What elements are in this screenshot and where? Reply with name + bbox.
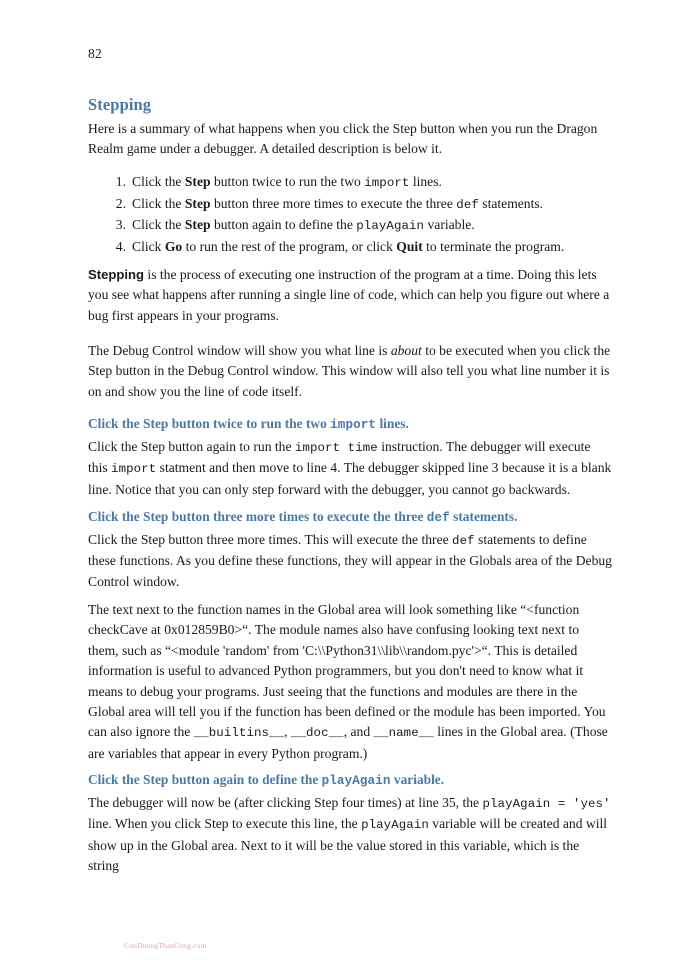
- page-number: 82: [88, 46, 102, 61]
- list-item-bold-a: Step: [184, 217, 211, 233]
- body-code-assign: playAgain = 'yes': [482, 797, 611, 811]
- subsection-heading-def: [88, 507, 612, 528]
- list-item-bold-a: Step: [184, 174, 211, 189]
- body-text-b: line. When you click Step to execute this line, the: [88, 816, 362, 832]
- heading-text-a: Click the Step button twice to run the two: [88, 416, 331, 431]
- list-item-bold-a: Go: [164, 238, 183, 254]
- subsection-playagain: [88, 770, 612, 877]
- list-item-code-a: playAgain: [356, 219, 425, 234]
- global-text-c: , and: [343, 724, 374, 740]
- list-item-text-b: button twice to run the two: [210, 174, 365, 189]
- subsection-heading-import: [88, 414, 612, 435]
- heading-text-b: lines.: [376, 416, 409, 431]
- body-text-a: The debugger will now be (after clicking Step four times) at line 35, the: [88, 795, 483, 810]
- body-code-a: import time: [294, 441, 378, 455]
- list-item-text-b: button again to define the: [210, 217, 357, 233]
- list-item-number: 3.: [115, 217, 126, 233]
- body-text-a: Click the Step button three more times. This will execute the three: [88, 532, 453, 547]
- body-text-b: instruction. The debugger will execute this: [88, 439, 591, 476]
- list-item-number: 2.: [115, 195, 126, 211]
- heading-text-a: Click the Step button three more times to execute the three: [88, 509, 427, 524]
- list-item-text-a: Click the: [132, 217, 185, 233]
- list-item-text-a: Click: [132, 238, 165, 254]
- body-text-b: statements to define these functions. As you define these functions, they will appear in the Globals area of the Debug Control window.: [88, 532, 612, 589]
- list-item-text-a: Click the: [132, 195, 185, 211]
- list-item-number: 4.: [115, 238, 126, 254]
- subsection-heading-playagain: [88, 770, 612, 791]
- list-item: [88, 172, 612, 194]
- list-item: [88, 237, 612, 258]
- global-text-a: The text next to the function names in the Global area will look something like “<function checkCave at 0x012859B0>“. The module names also have confusing looking text next to them, such as “<module 'random' from 'C:\\Python31\\lib\\random.pyc'>“. This is detailed information is useful to advanced Python programmers, but you don't need to know what it means to debug your programs. Just seeing that the functions and modules are there in the Global area will tell you if the function has been defined or the module has been imported. You can also ignore the: [88, 602, 606, 740]
- list-item: [88, 215, 612, 237]
- subsection-body-playagain: [88, 793, 612, 877]
- global-text-b: ,: [284, 724, 291, 740]
- list-item: [88, 194, 612, 216]
- debug-window-paragraph: [88, 341, 612, 402]
- intro-paragraph: [88, 119, 612, 160]
- list-item-bold-a: Step: [184, 195, 211, 211]
- list-item-code-a: def: [456, 197, 479, 212]
- subsection-import: [88, 414, 612, 500]
- definition-paragraph: [88, 265, 612, 326]
- body-text-c: variable will be created and will show up in the Global area. Next to it will be the value stored in this variable, which is the string: [88, 816, 608, 874]
- list-item-text-c: variable.: [424, 217, 475, 233]
- intro-text: Here is a summary of what happens when you click the Step button when you run the Dragon Realm game under a debugger. A detailed description is below it.: [88, 121, 598, 157]
- body-code-b: import: [111, 462, 157, 477]
- list-item-text-c: lines.: [409, 174, 442, 189]
- subsection-def: [88, 507, 612, 592]
- heading-text-a: Click the Step button again to define the: [88, 772, 322, 787]
- heading-text-b: variable.: [390, 772, 445, 787]
- page-title: Stepping: [88, 95, 152, 114]
- body-text-c: statment and then move to line 4. The debugger skipped line 3 because it is a blank line. Notice that you can only step forward with the debugger, you cannot go backwards.: [88, 460, 612, 497]
- debug-text-b: to be executed when you click the Step button in the Debug Control window. This window will also tell you what line number it is on and show you the line of code itself.: [88, 343, 611, 399]
- heading-text-b: statements.: [449, 509, 518, 524]
- global-code-name: __name__: [373, 726, 434, 741]
- global-code-doc: __doc__: [290, 726, 344, 741]
- list-item-code-a: import: [364, 176, 410, 190]
- subsection-body-def: [88, 530, 612, 592]
- debug-text-a: The Debug Control window will show you what line is: [88, 343, 391, 358]
- list-item-number: 1.: [115, 174, 126, 189]
- global-area-paragraph: [88, 600, 612, 764]
- body-code-a: def: [452, 534, 475, 548]
- definition-text: is the process of executing one instruction of the program at a time. Doing this lets you see what happens after running a single line of code, which can help you figure out where a bug first appears in your programs.: [88, 267, 610, 323]
- watermark-footer: CuuDuongThanCong.com: [124, 941, 207, 950]
- steps-list: [88, 172, 612, 257]
- list-item-text-a: Click the: [132, 174, 185, 189]
- subsection-body-import: [88, 437, 612, 500]
- debug-emphasis: about: [390, 343, 422, 358]
- global-code-builtins: __builtins__: [193, 726, 285, 741]
- heading-code: import: [330, 418, 377, 432]
- body-text-a: Click the Step button again to run the: [88, 439, 295, 454]
- list-item-text-c: to terminate the program.: [422, 238, 565, 254]
- list-item-text-c: statements.: [478, 195, 544, 211]
- list-item-text-b: button three more times to execute the three: [210, 195, 457, 211]
- body-code-var: playAgain: [361, 818, 429, 833]
- heading-code: def: [426, 511, 450, 525]
- heading-code: playAgain: [321, 774, 391, 788]
- definition-term: Stepping: [88, 267, 145, 282]
- list-item-text-b: to run the rest of the program, or click: [182, 238, 397, 254]
- global-text-d: lines in the Global area. (Those are variables that appear in every Python program.): [88, 724, 608, 761]
- list-item-bold-b: Quit: [396, 238, 423, 254]
